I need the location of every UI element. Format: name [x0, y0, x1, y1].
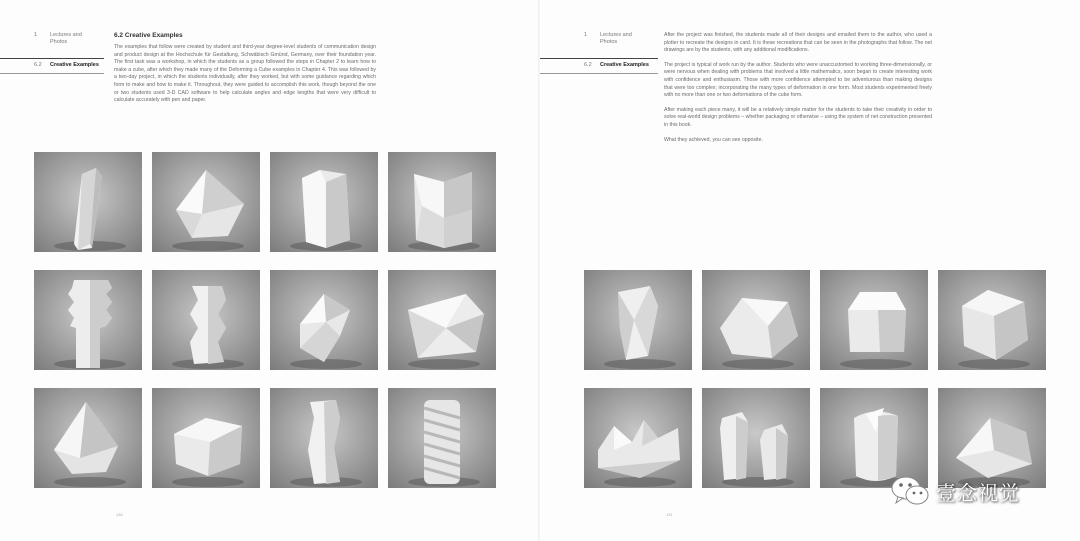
twisted-cube-photo: [270, 270, 378, 370]
faceted-drum-photo: [820, 270, 928, 370]
tall-twisted-prism-photo: [34, 152, 142, 252]
toc-divider: [0, 73, 104, 74]
twisted-prism-photo: [584, 270, 692, 370]
watermark-text: 壹念视觉: [936, 480, 1020, 505]
faceted-gem-photo: [152, 152, 260, 252]
tapered-column-photo: [270, 388, 378, 488]
paragraph: After making each piece many, it will be a relatively simple matter for the students to take their creativity in order to solve real-world design problems – whether packaging or otherwise – using the system of net construction presented in this book.: [664, 106, 932, 128]
curved-block-photo: [152, 388, 260, 488]
body-text: [664, 32, 932, 151]
body-text: [114, 44, 376, 112]
beveled-cube-photo: [938, 270, 1046, 370]
toc-entry-number: 1: [584, 32, 588, 38]
toc-divider: [540, 58, 658, 59]
toc-entry-text: Creative Examples: [50, 62, 99, 68]
watermark: [890, 474, 1020, 508]
wechat-icon: [890, 474, 930, 508]
toc-divider: [540, 73, 658, 74]
folded-cylinder-photo: [820, 388, 928, 488]
split-cube-photo: [388, 152, 496, 252]
section-heading: 6.2 Creative Examples: [114, 32, 183, 39]
toc-entry-text: Creative Examples: [600, 62, 649, 68]
right-page: [540, 0, 1080, 541]
toc-entry-text: Lectures and Photos: [50, 32, 82, 45]
toc-entry-text: Lectures and Photos: [600, 32, 632, 45]
star-folded-tray-photo: [584, 388, 692, 488]
beveled-hexagonal-prism-photo: [270, 152, 378, 252]
toc-entry-number: 1: [34, 32, 38, 38]
toc-divider: [0, 58, 104, 59]
page-number: 130: [116, 512, 123, 517]
zigzag-column-photo: [152, 270, 260, 370]
faceted-slab-photo: [388, 270, 496, 370]
paragraph: What they achieved, you can see opposite.: [664, 136, 763, 143]
spiral-cylinder-photo: [388, 388, 496, 488]
pyramid-photo: [34, 388, 142, 488]
paragraph: After the project was finished, the students made all of their designs and emailed them to the author, who used a plotter to recreate the designs in card. It is these recreations that can be seen in the photographs that follow. The net drawings are by the students, with any additional modifications.: [664, 32, 932, 54]
paragraph: The examples that follow were created by student and third-year degree-level students of communication design and product design at the Hochschule für Gestaltung, Schwäbisch Gmünd, Germany, over their foundation year. The first task was a workshop, in which the students as a group followed the steps in Chapter 2 to learn how to make a cube, after which they made many of the Deforming a Cube examples in Chapter 4. This was followed by a two-day project, in which the students individually, after they worked, but with some guidance regarding which form to make and how to make it. Throughout, they were guided to accomplish this work, though beyond the one or two students used 3-D CAD software to help calculate angles and edge lengths that were very difficult to calculate accurately with pen and paper.: [114, 44, 376, 104]
stacked-zigzag-tower-photo: [34, 270, 142, 370]
faceted-boulder-photo: [702, 270, 810, 370]
paragraph: The project is typical of work run by the author. Students who were unaccustomed to working three-dimensionally, or were nervous when dealing with problems that involved a little mathematics, soon began to create interesting work with confidence and enthusiasm. Those with more confidence attempted to be adventurous than making designs that were too complex; incorporating the many types of deformation in one form. Most students experimented freely with no more than one or two deformations of the cube form.: [664, 61, 932, 99]
toc-entry-number: 6.2: [34, 62, 42, 68]
page-number: 131: [666, 512, 673, 517]
toc-entry-number: 6.2: [584, 62, 592, 68]
pair-of-cylinders-photo: [702, 388, 810, 488]
leaning-faceted-form-photo: [938, 388, 1046, 488]
